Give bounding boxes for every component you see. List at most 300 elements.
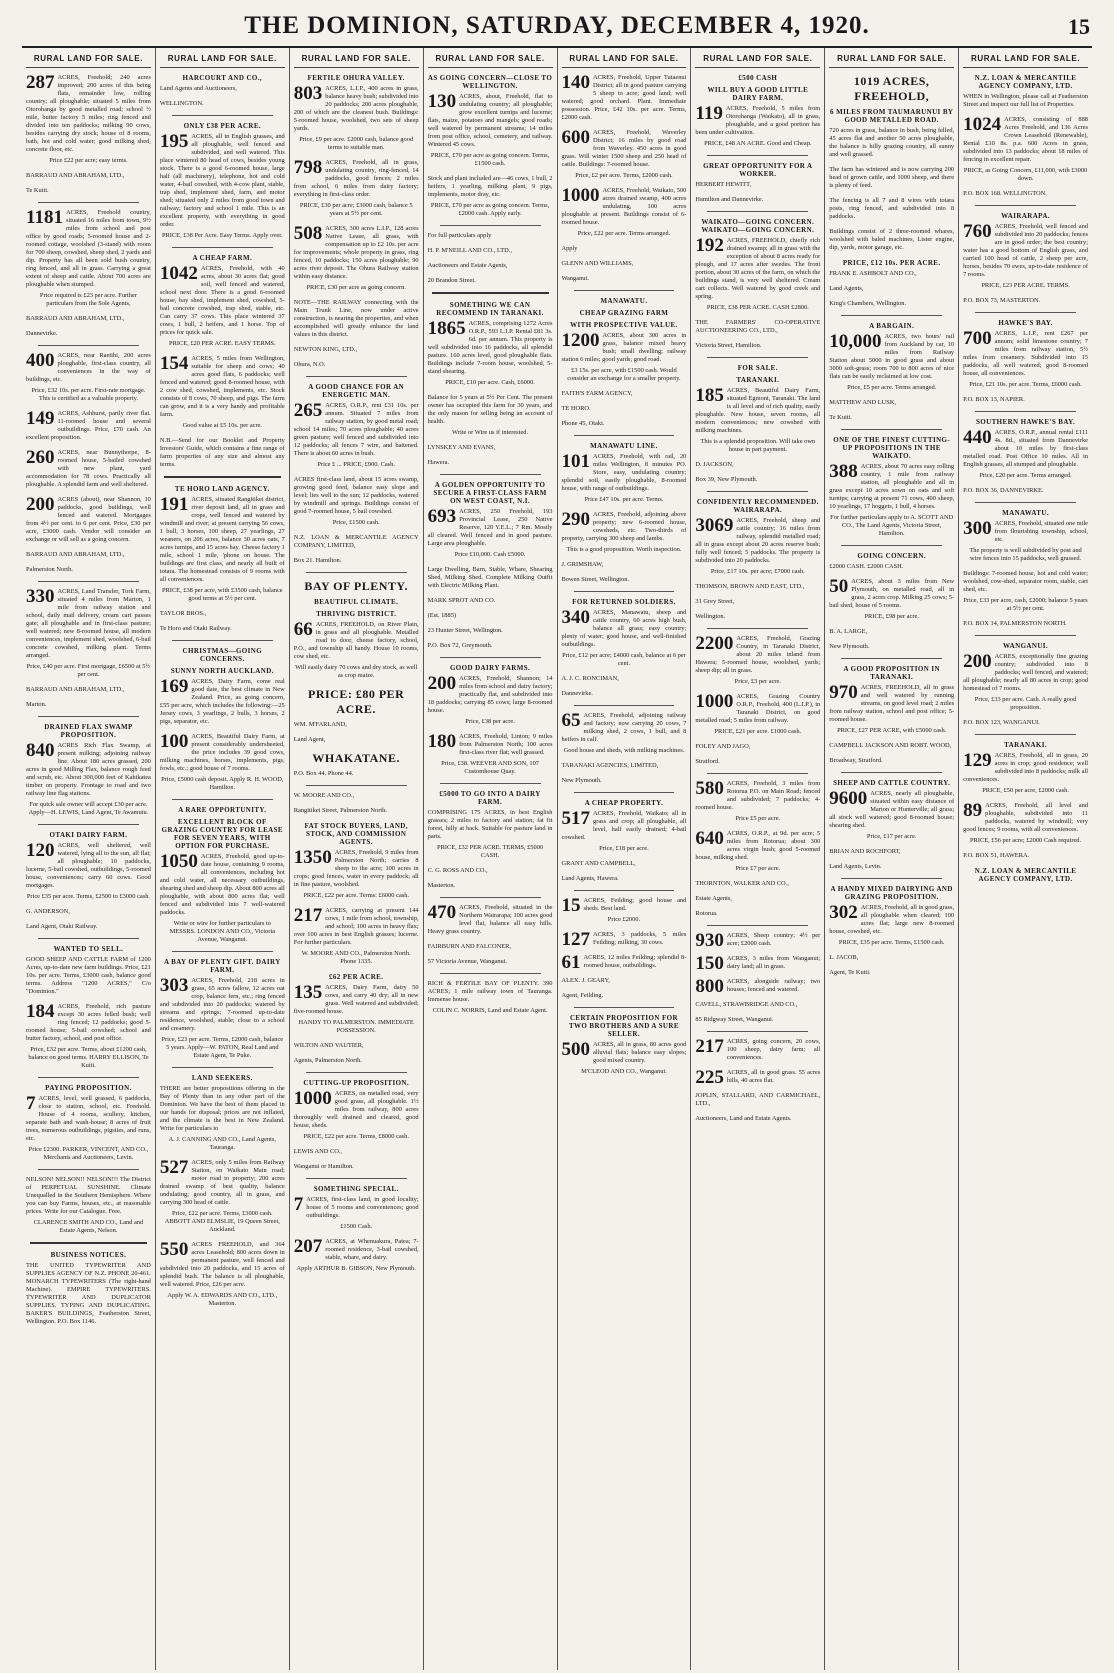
classified-ad — [160, 853, 285, 944]
classified-ad — [428, 508, 553, 559]
advertiser-line: LEWIS AND CO., — [293, 1148, 343, 1155]
classified-ad — [294, 299, 419, 339]
display-heading: 1019 ACRES, FREEHOLD, — [853, 74, 930, 103]
ad-body: ACRES, Freehold, 3 miles from Rotorua P.O. on Main Road; fenced and subdivided; 7 paddocks; 4-roomed house. — [695, 780, 821, 811]
classified-ad — [561, 952, 687, 973]
section-heading: HARCOURT AND CO., — [182, 74, 263, 82]
divider — [574, 705, 675, 706]
classified-ad — [294, 621, 419, 680]
ad-acreage: 7 — [26, 1093, 36, 1114]
advertiser-line: FAITH'S FARM AGENCY, — [561, 390, 633, 397]
classified-ad — [695, 517, 820, 576]
ad-acreage: 798 — [293, 157, 323, 178]
classified-ad — [428, 675, 553, 726]
advertiser-line: GRANT AND CAMPBELL, — [561, 860, 636, 867]
section-heading: SHEEP AND CATTLE COUNTRY. — [833, 779, 951, 787]
ad-acreage: 2200 — [695, 633, 734, 654]
divider — [574, 890, 675, 891]
ad-body: ACRES FREEHOLD, and 364 acres Leasehold; 800 acres down in permanent pasture, well fenced and subdivided into 20 paddocks, and 15 acres of splendid bush. The balance is all ploughable, well watered. Price, £26 per acre. — [159, 1241, 285, 1288]
section-heading: TARANAKI. — [736, 376, 780, 384]
ad-body: Buildings consist of 2 three-roomed whares, woolshed with baled machines, Lister engine, dip, yards, motor garage, etc. — [829, 228, 955, 251]
divider — [306, 1072, 407, 1073]
section-heading: PAYING PROPOSITION. — [45, 1084, 132, 1092]
ad-body: ACRES, exceptionally fine grazing country; subdivided into 8 paddocks; well fenced, and watered; all ploughable; nearly all 80 acres in crop; good homestead of 7 rooms. — [963, 653, 1088, 692]
advertiser-line: P.O. BOX 36, DANNEVIRKE. — [963, 487, 1044, 494]
ad-body: ACRES (about), near Shannon, 10 paddocks, good buildings, well fenced and watered. Mortgages from 4½ per cent. to 6 per cent. Price, £30 per acre, £3000 cash. Vendor will consider an exchange or will sell as a going concern. — [26, 496, 151, 543]
section-heading: N.Z. LOAN & MERCANTILE AGENCY COMPANY, LTD. — [974, 867, 1077, 883]
classified-ad — [963, 802, 1088, 845]
ad-acreage: 760 — [963, 221, 992, 242]
section-heading: £5000 TO GO INTO A DAIRY FARM. — [439, 790, 541, 806]
section-heading: FOR RETURNED SOLDIERS. — [572, 598, 676, 606]
advertiser-line: 20 Brandon Street. — [427, 277, 476, 284]
ad-price-line: Price, £9 per acre. £2000 cash, balance good terms to suitable man. — [299, 136, 414, 151]
advertiser-line: G. ANDERSON, — [26, 908, 70, 915]
classified-ad — [428, 320, 553, 387]
ad-price-line: Apply ARTHUR B. GIBSON, New Plymouth. — [296, 1265, 416, 1272]
classified-ad — [963, 116, 1088, 183]
page-number: 15 — [1068, 14, 1090, 39]
advertiser-line: Dannevirke. — [26, 330, 58, 337]
ad-acreage: 840 — [26, 740, 55, 761]
ad-body: ACRES, about 3 miles from New Plymouth, on metalled road, all in grass, 2 acres crop. Milking 25 cows; 5-bail shed, house of 5 rooms. — [829, 578, 955, 609]
divider — [707, 357, 808, 358]
ad-body: ACRES, Beautiful Dairy Farm, at present considerably undersheeted, the price includes 39 good cows, milking machines, horses, implements, pigs, fowls, etc.; good house of 7 rooms. — [159, 733, 285, 772]
ad-body: ACRES, Dairy Farm, dairy 50 cows, and carry 40 dry; all in new grass. Well watered and subdivided; five-roomed house. — [293, 984, 419, 1015]
ad-acreage: 1350 — [293, 847, 332, 868]
ad-acreage: 192 — [695, 235, 724, 256]
classified-ad — [26, 1262, 151, 1326]
ad-body: ACRES, Grazing Country O.R.P., Freehold, 400 (L.I.P.), in Taranaki District, on good metalled road; 5 miles from railway. — [695, 693, 821, 724]
advertiser-line: THOMSON, BROWN AND EAST, LTD., — [695, 583, 805, 590]
ad-body: ACRES, Freehold, sheep and cattle country; 16 miles from railway, splendid metalled road; all in grass except about 20 acres reserve bush; fully well fenced; 5 paddocks. The property is subdivided into 20 paddocks. — [695, 517, 821, 564]
ad-acreage: 527 — [159, 1157, 189, 1178]
ad-acreage: 303 — [159, 975, 189, 996]
classified-ad — [829, 127, 954, 159]
section-heading: CHRISTMAS—GOING CONCERNS. — [182, 647, 263, 663]
ad-price-line: Price £2000. — [607, 916, 641, 923]
classified-ad — [428, 93, 553, 168]
ad-body: ACRES, Ashhurst, partly river flat. 11-roomed house and several outbuildings. Price, £70 cash. An excellent proposition. — [26, 410, 151, 441]
classified-ad — [294, 85, 419, 152]
advertiser-line: HERBERT HEWITT, — [695, 181, 752, 188]
ad-body: ACRES, 250 Freehold, 193 Provincial Lease, 250 Native Reserve, 120 Y.E.L.; 7 Rm. Mostly all cleared. Well fenced and in good pasture. Large area ploughable. — [427, 508, 553, 547]
section-heading: DRAINED FLAX SWAMP PROPOSITION. — [44, 723, 133, 739]
ad-body: ACRES, Freehold, adjoining above property; new 6-roomed house, cowsheds, etc. Two-thirds of property, carrying 300 sheep and lambs. — [561, 511, 687, 542]
advertiser-line: GLENN AND WILLIAMS, — [561, 260, 634, 267]
ad-acreage: 150 — [695, 953, 724, 974]
classified-ad — [294, 1238, 419, 1273]
section-heading: A CHEAP FARM. — [192, 254, 253, 262]
ad-price-line: Apply W. A. EDWARDS AND CO., LTD., Masterton. — [167, 1292, 278, 1307]
ad-acreage: 500 — [561, 1039, 590, 1060]
classified-ad — [160, 437, 285, 469]
ad-price-line: HANDY TO PALMERSTON. IMMEDIATE POSSESSION. — [298, 1019, 414, 1034]
ad-body: COMPRISING 175 ACRES, in best English grasses; 2 miles to factory and station; fat fit forest, hilly at back. Suitable for pasture land in parts. — [427, 809, 553, 840]
ad-price-line: Write or wire for further particulars to MESSRS. LONDON AND CO., Victoria Avenue, Wanganui. — [169, 920, 276, 943]
advertiser-line: Victoria Street, Hamilton. — [695, 342, 762, 349]
ad-acreage: 1200 — [561, 330, 600, 351]
advertiser-line: NEWTON KING, LTD., — [293, 346, 358, 353]
classified-ad — [160, 1241, 285, 1308]
ad-body: ACRES, well sheltered, well watered, lying all to the sun, all flat; all ploughable; 10 paddocks, lucerne, 5-bail cowshed, outbuildings, 5-roomed house, conveniences; carry 60 cows. Good mortgages. — [26, 842, 151, 889]
divider — [440, 474, 541, 475]
divider — [38, 581, 139, 582]
section-heading: MANAWATU. — [600, 297, 648, 305]
advertiser-line: BARRAUD AND ABRAHAM, LTD., — [26, 686, 125, 693]
classified-ad — [695, 635, 820, 686]
advertiser-line: P.O. Box 72, Greymouth. — [427, 642, 493, 649]
ad-acreage: 600 — [561, 127, 590, 148]
ad-price-line: Price, £23 per acre. Terms, £2000 cash, balance 5 years. Apply—W. PATON, Real Land and Estate Agent, Te Puke. — [161, 1036, 284, 1059]
advertiser-line: THORNTON, WALKER AND CO., — [695, 880, 789, 887]
advertiser-line: THE FARMERS' CO-OPERATIVE AUCTIONEERING CO., LTD., — [695, 319, 821, 334]
ad-price-line: Price £5 per acre. — [735, 815, 781, 822]
divider — [574, 435, 675, 436]
classified-ad — [160, 1085, 285, 1152]
ad-body: ACRES, L.I.P., 400 acres in grass, balance heavy bush; subdivided into 20 paddocks; 200 acres ploughable, 200 of which are the cleanest bush. Buildings: 5-roomed house, woolshed, two sets of sheep yards. — [293, 85, 419, 132]
advertiser-line: P.O. BOX 13, NAPIER. — [963, 396, 1025, 403]
classified-ad — [26, 1176, 151, 1235]
classified-ad — [294, 402, 419, 469]
ad-body: ACRES, Freehold; 240 acres improved; 200 acres of this being flats, remainder low, rolling country; all ploughable; situated 5 miles from Otorohanga by good metalled road; school ½ mile, butter factory 5 miles; ring fenced and divided into ten paddocks; milking 90 cows, besides carrying dry stock; house of 8 rooms, bath, hot and cold water; good milking shed, concrete floor, etc. — [26, 74, 151, 153]
ad-body: N.B.—Send for our Booklet and Property Investors' Guide, which contains a fine range of farm properties of any size and almost any terms. — [159, 437, 285, 468]
advertiser-line: Auctioneers, Land and Estate Agents. — [695, 1115, 792, 1122]
ad-body: ACRES, Freehold, all in grass, undulating country, ring-fenced, 14 paddocks, good fences; 2 miles from school, 6 miles from dairy factory; everything in first-class order. — [293, 159, 419, 198]
ad-price-line: Price, £40 per acre. First mortgage, £6500 at 5½ per cent. — [26, 663, 151, 678]
ad-acreage: 140 — [561, 72, 590, 93]
advertiser-line: Dannevirke. — [561, 690, 593, 697]
classified-ad — [963, 570, 1088, 613]
section-heading: SOUTHERN HAWKE'S BAY. — [976, 418, 1076, 426]
advertiser-line: BARRAUD AND ABRAHAM, LTD., — [26, 172, 125, 179]
classified-ad — [26, 496, 151, 544]
advertiser-line: Te Kuiti. — [829, 414, 852, 421]
ad-acreage: 550 — [159, 1239, 189, 1260]
ad-acreage: 388 — [829, 461, 858, 482]
classified-ad — [963, 223, 1088, 290]
ad-body: ACRES, Freehold, situated one mile from flourishing township, school, etc. — [994, 520, 1088, 543]
ad-acreage: 89 — [963, 800, 983, 821]
ad-acreage: 135 — [293, 982, 323, 1003]
masthead — [22, 0, 1092, 48]
ad-price-line: Price £47 10s. per acre. Terms. — [584, 496, 664, 503]
ad-body: ACRES, Feilding; good house and sheds. Best land. — [583, 897, 687, 912]
column-5 — [558, 48, 692, 1670]
ad-acreage: 517 — [561, 808, 590, 829]
classified-ad — [695, 953, 821, 974]
advertiser-line: MARK SPROT AND CO. — [427, 597, 496, 604]
divider — [707, 1031, 808, 1032]
advertiser-line: Te Horo and Otaki Railway. — [159, 625, 232, 632]
classified-ad — [294, 984, 419, 1035]
ad-body: ACRES, near Raetihi, 200 acres ploughable, first-class country, all conveniences in the way of buildings, etc. — [26, 352, 151, 383]
ad-acreage: 180 — [427, 731, 457, 752]
ad-acreage: 66 — [293, 619, 313, 640]
column-8 — [959, 48, 1092, 1670]
classified-ad — [294, 225, 419, 292]
advertiser-line: Marton. — [26, 701, 47, 708]
classified-ad — [26, 410, 151, 442]
ad-price-line: Price, £18 per acre. — [599, 845, 649, 852]
advertiser-line: Rangitikei Street, Palmerston North. — [293, 807, 387, 814]
ad-acreage: 300 — [963, 518, 992, 539]
section-heading: A BAY OF PLENTY GIFT. DAIRY FARM. — [163, 958, 281, 974]
section-heading: WAIRARAPA. — [1001, 212, 1050, 220]
ad-price-line: PRICE, £23 PER ACRE. TERMS. — [981, 282, 1070, 289]
ad-acreage: 970 — [829, 682, 858, 703]
section-heading: £62 PER ACRE. — [328, 973, 384, 981]
ad-acreage: 1000 — [561, 185, 600, 206]
ad-body: ACRES, only 5 miles from Railway Station, on Waikato Main road; motor road to property; 200 acres drained swamp of best quality, balance undulating; good country, all in grass, and carrying 300 head of cattle. — [159, 1159, 285, 1206]
advertiser-line: BRIAN AND ROCHFORT, — [829, 848, 901, 855]
section-heading: SUNNY NORTH AUCKLAND. — [170, 667, 274, 675]
section-heading: TARANAKI. — [1004, 741, 1048, 749]
advertiser-line: CAVELL, STRAWBRIDGE AND CO., — [695, 1001, 798, 1008]
ad-price-line: £3 15s. per acre, with £1500 cash. Would consider an exchange for a smaller property. — [567, 367, 681, 382]
classified-ad — [294, 849, 419, 900]
divider — [707, 155, 808, 156]
ad-body: ACRES, first-class land, in good locality; house of 5 rooms and conveniences; good outbuildings. — [306, 1196, 419, 1219]
classified-ad — [160, 265, 285, 348]
divider — [38, 202, 139, 203]
ad-body: ACRES, 5 miles from Wellington, suitable for sheep and cows; 40 acres good flats, 6 paddocks; well fenced and watered; good 8-roomed house, with 2 cow shed, cowshed, implements, etc. Stock consists of 8 cows, 70 sheep, and pigs. The farm can grow, and it is a very handy and profitable farm. — [159, 355, 285, 418]
ad-acreage: 185 — [695, 385, 724, 406]
ad-body: NELSON! NELSON!! NELSON!!! The District of PERPETUAL SUNSHINE. Climate Unequalled in the Southern Hemisphere. Where you can buy Farms, houses, etc., at reasonable prices. Write for our Catalogue. Free. — [26, 1176, 151, 1215]
ad-acreage: 400 — [26, 350, 55, 371]
ad-price-line: Price £22 per acre; easy terms. — [49, 157, 128, 164]
advertiser-line: P.O. BOX 123, WANGANUI. — [963, 719, 1040, 726]
ad-price-line: Price, £38. WEEVER AND SON, 107 Customhouse Quay. — [441, 760, 539, 775]
ad-acreage: 200 — [26, 494, 55, 515]
divider — [164, 476, 281, 478]
advertiser-line: Stratford. — [695, 758, 720, 765]
ad-body: ACRES, Freehold, with rail, 20 miles Wellington, 8 minutes PO. Store, easy, undulating country; splendid soil, easily ploughable, 8-roomed house, with range of outbuildings. — [561, 453, 687, 492]
ad-price-line: PRICE, £22 per acre. Terms: £6000 cash. — [303, 892, 410, 899]
ad-acreage: 169 — [159, 676, 189, 697]
classified-ad — [160, 496, 285, 603]
advertiser-line: J. GRIMSHAW, — [561, 561, 604, 568]
ad-price-line: Price required is £23 per acre. Further particulars from the Sole Agents, — [39, 292, 137, 307]
ad-price-line: PRICE, £70 per acre as going concern. Terms, £2000 cash. Apply early. — [430, 202, 550, 217]
divider — [841, 545, 942, 546]
classified-ad — [160, 1159, 285, 1234]
advertiser-line: Broadway, Stratford. — [829, 757, 883, 764]
display-heading: PRICE: £80 PER ACRE. — [308, 687, 405, 716]
section-heading: WANTED TO SELL. — [53, 945, 124, 953]
ad-price-line: This is a splendid proposition. Will take own house in part payment. — [700, 438, 816, 453]
ad-body: The farm has wintered and is now carrying 200 head of grown cattle, and 1000 sheep, and there is plenty of feed. — [829, 166, 955, 189]
ad-body: ACRES, alongside railway; two houses; fenced and watered. — [726, 978, 821, 993]
section-heading: A CHEAP PROPERTY. — [584, 799, 664, 807]
ad-acreage: 101 — [561, 451, 590, 472]
divider — [574, 290, 675, 291]
ad-body: ACRES, consisting of 888 Acres Freehold, and 136 Acres Crown Leasehold (Renewable), Rental £10 8s. p.a. 600 Acres in grass, subdivided into 13 paddocks; about 18 miles of fencing in excellent repair. — [963, 116, 1088, 163]
ad-body: ACRES, Freehold, rich pasture except 30 acres felled bush; well ring fenced; 12 paddocks; good 5-roomed house; 5-bail cowshed; school and butter factory, school, and post office. — [26, 1003, 151, 1042]
ad-body: THERE are better propositions offering in the Bay of Plenty than in any other part of the Dominion. We have the best of them placed in our hands for disposal; prices are not inflated, and the climate is the best in New Zealand. Write for particulars to — [159, 1085, 285, 1132]
divider — [975, 205, 1076, 206]
advertiser-line: B. A. LARGE, — [829, 628, 868, 635]
section-heading: ONE OF THE FINEST CUTTING-UP PROPOSITIONS IN THE WAIKATO. — [833, 436, 951, 460]
section-heading: PRICE, £12 10s. PER ACRE. — [842, 259, 941, 267]
classified-ad — [428, 733, 553, 776]
ad-price-line: PRICE, £30 per acre as going concern. — [306, 284, 406, 291]
advertiser-line: P.O. BOX 51, HAWERA. — [963, 852, 1030, 859]
ad-body: ACRES, Beautiful Dairy Farm, situated Egmont, Taranaki. The land is all level and of rich quality, easily ploughable. New house, seven rooms, all modern conveniences; new cowshed with milking machines. — [695, 387, 821, 434]
classified-ad — [562, 1041, 687, 1076]
ad-body: ACRES, carrying at present 144 cows, 1 mile from school, township, and school; 100 acres in heavy flax; over 100 acres in best English grasses; lucerne. For further particulars. — [293, 907, 419, 946]
ad-body: ACRES, Freehold, situated in the Northern Wairarapa; 100 acres good level flat, balance all easy hills. Heavy grass country. — [427, 904, 553, 935]
ad-body: ACRES, nearly all ploughable, situated within easy distance of Marton or Hunterville; all grass; all stock well watered; good 8-roomed house; shearing shed. — [829, 790, 955, 829]
section-heading: FERTILE OHURA VALLEY. — [307, 74, 405, 82]
ad-price-line: Price, £32 10s. per acre. First-rate mortgage. This is certified as a valuable property. — [31, 387, 146, 402]
section-heading: FOR SALE. — [737, 364, 778, 372]
ad-price-line: Price, £32 per acre. Terms, about £1200 cash, balance on good terms. HARRY ELLISON, Te Kuiti. — [28, 1046, 149, 1069]
section-heading: WILL BUY A GOOD LITTLE DAIRY FARM. — [707, 86, 809, 102]
ad-acreage: 184 — [26, 1001, 55, 1022]
display-heading: WHAKATANE. — [312, 751, 400, 765]
classified-ad — [963, 752, 1088, 795]
ad-body: ACRES, Manawatu, sheep and cattle country, 60 acres high bush, balance all grass; easy country; plenty of water; good house, and well-finished outbuildings. — [561, 609, 687, 648]
ad-acreage: 1000 — [293, 1088, 332, 1109]
divider — [440, 897, 541, 898]
ad-price-line: Price, £33 per acre, cash, £2000; balance 5 years at 5½ per cent. — [963, 597, 1088, 612]
ad-body: ACRES, Freehold, Grazing Country, in Taranaki District, about 20 miles inland from Hawera; 5-roomed house, woolshed, yards; sheep dip; all in grass. — [695, 635, 821, 674]
ad-body: ACRES, situated Rangitikei district, river deposit land, all in grass and crops, well fenced and watered by windmill and river; at present carrying 56 cows, 1 bull, 3 horses, 100 sheep, 27 yearlings, 27 weaners, on 206 acres, balance 30 acres oats, 7 acres turnips, and 15 acres hay. Cheese factory 1 mile, school 1 mile, 'phone on house. The buildings are first class, and nearly all built of totara. The homestead consists of 9 rooms with all conveniences. — [159, 496, 285, 583]
ad-price-line: PRICE, £98 per acre. — [864, 613, 919, 620]
ad-body: ACRES, Freehold, with 40 acres, about 30 acres flat; good soil, well fenced and watered, school next door. There is a good 6-roomed house, bay shed, implement shed, cowshed, 5-bail concrete cowshed, trap shed, stable, etc. Can carry 37 cows. This place wintered 37 cows, 1 bull, 2 heifers, and 1 horse. Top of prices for quick sale. — [159, 265, 285, 336]
column-6 — [691, 48, 825, 1670]
classified-ad — [695, 693, 820, 736]
ad-price-line: CLARENCE SMITH AND CO., Land and Estate Agents, Nelson. — [33, 1219, 144, 1234]
divider — [440, 657, 541, 658]
ad-acreage: 330 — [26, 586, 55, 607]
advertiser-line: Palmerston North. — [26, 566, 73, 573]
ad-price-line: Price, £21 10s. per acre. Terms, £6000 cash. — [969, 381, 1082, 388]
divider — [172, 247, 273, 248]
ad-price-line: The property is well subdivided by post and wire fences into 15 paddocks, well grassed. — [969, 547, 1082, 562]
advertiser-line: Te Kuiti. — [26, 187, 49, 194]
ad-price-line: PRICE, £20 PER ACRE. EASY TERMS. — [169, 340, 276, 347]
classified-ad — [829, 684, 954, 735]
ad-body: ACRES, about, Freehold, flat to undulating country; all ploughable; grow excellent turnips and lucerne; flats, maize, potatoes and mangels; good roads; well watered by permanent streams; 14 miles from post office, school, cemetery, and railway. Wintered 45 cows. — [427, 93, 553, 148]
display-heading: BAY OF PLENTY. — [304, 579, 408, 593]
ad-price-line: Price £ ... PRICE, £900. Cash. — [317, 461, 395, 468]
classified-ad — [829, 228, 954, 252]
ad-price-line: Price, £22 per acre. Terms arranged. — [577, 230, 671, 237]
advertiser-line: FAIRBURN AND FALCONER, — [427, 943, 512, 950]
advertiser-line: W. MOORE AND CO., — [293, 792, 355, 799]
ad-body: ACRES, all in English grasses, and all ploughable, well fenced and subdivided, and well watered. This place wintered 80 head of cows, besides young stock. There is a good 6-roomed house, large half (all machinery), telephone, hot and cold water, 4-bail cowshed, with 4-cow plant, stable, trap shed, implement shed, farm, and motor shed; situated only 2 miles from good town and railway; factory and school 1 mile. This is an excellent property, with everything in good order. — [159, 133, 285, 228]
section-heading: THRIVING DISTRICT. — [316, 610, 397, 618]
classified-ad — [294, 1196, 419, 1231]
ad-body: ACRES, about 70 acres easy rolling country, 1 mile from railway station, all ploughable and all in grass except 10 acres sown on oats and soft turnips; carrying at present 71 cows, 400 sheep, 10 yearlings, 17 hoggets, 1 bull, 4 horses. — [829, 463, 955, 510]
divider — [841, 315, 942, 316]
classified-ad — [562, 712, 687, 755]
ad-acreage: 191 — [159, 494, 189, 515]
ad-price-line: Price £10,000. Cash £5000. — [454, 551, 526, 558]
column-3 — [290, 48, 424, 1670]
ad-body: ACRES, Freehold, Waverley District; 16 miles by good road from Waverley. 450 acres in good grass. Will winter 1500 sheep and 250 head of cattle. Buildings: 7-roomed house. — [561, 129, 687, 168]
divider — [38, 938, 139, 939]
ad-body: Balance for 5 years at 5½ Per Cent. The present owner has occupied this farm for 30 years, and the only reason for selling being an account of health. — [427, 394, 553, 425]
ad-acreage: 508 — [293, 223, 323, 244]
divider — [707, 491, 808, 492]
ad-body: ACRES, Freehold, all in grass, 20 acres in crop; good residence; well subdivided into 8 paddocks; milk all conveniences. — [963, 752, 1088, 783]
ad-body: ACRES, Freehold, Waikato; all in grass and crop; all ploughable, all level, half easily drained; 4-bail cowshed. — [561, 810, 687, 841]
classified-ad — [26, 956, 151, 996]
ad-acreage: 800 — [695, 976, 724, 997]
ad-acreage: 580 — [695, 778, 724, 799]
masthead-title: THE DOMINION, SATURDAY, DECEMBER 4, 1920. — [244, 12, 870, 39]
advertiser-line: Land Agents, Levin. — [829, 863, 882, 870]
section-heading: FAT STOCK BUYERS, LAND, STOCK, AND COMMISSION AGENTS. — [304, 822, 408, 846]
ad-acreage: 119 — [695, 103, 723, 124]
classified-ad — [562, 187, 687, 238]
advertiser-line: P.O. BOX 73, MASTERTON. — [963, 297, 1041, 304]
column-header: RURAL LAND FOR SALE. — [160, 48, 285, 68]
ad-acreage: 1865 — [427, 318, 466, 339]
section-heading: GOING CONCERN. — [857, 552, 926, 560]
divider — [707, 925, 808, 926]
section-heading: 6 MILES FROM TAUMARUNUI BY GOOD METALLED ROAD. — [830, 108, 954, 124]
ad-body: ACRES, Freehold, Linton; 9 miles from Palmerston North; 100 acres first-class river flat; well grassed. — [459, 733, 553, 756]
advertiser-line: Land Agents and Auctioneers, — [159, 85, 237, 92]
ad-body: Buildings: 7-roomed house, hot and cold water; woolshed, cow-shed, separator room, stable, cart shed, etc. — [963, 570, 1088, 593]
advertiser-line: N.Z. LOAN & MERCANTILE AGENCY COMPANY, LIMITED, — [293, 534, 419, 549]
advertiser-line: WELLINGTON. — [159, 100, 204, 107]
classified-ad — [963, 520, 1088, 563]
divider — [38, 345, 139, 346]
advertiser-line: JOPLIN, STALLARD, AND CARMICHAEL, LTD., — [695, 1092, 821, 1107]
advertiser-line: BARRAUD AND ABRAHAM, LTD., — [26, 315, 125, 322]
ad-body: Large Dwelling, Barn, Stable, Whare, Shearing Shed, Milking Shed. Complete Milking Outfit with Electric Milking Plant. — [427, 566, 553, 589]
ad-price-line: Price, £33 per acre. Cash. A really good proposition. — [974, 696, 1077, 711]
ad-price-line: PRICE, £38 Per Acre. Easy Terms. Apply over. — [161, 232, 283, 239]
ad-price-line: PRICE, £32 PER ACRE. TERMS, £5000 CASH. — [437, 844, 544, 859]
section-heading: N.Z. LOAN & MERCANTILE AGENCY COMPANY, LTD. — [974, 74, 1077, 90]
classified-ad — [829, 333, 954, 392]
classified-ad — [428, 175, 553, 218]
section-heading: SOMETHING WE CAN RECOMMEND IN TARANAKI. — [436, 301, 544, 317]
divider — [440, 973, 541, 974]
divider — [707, 628, 808, 629]
section-heading: A BARGAIN. — [869, 322, 915, 330]
ad-body: ACRES, O.R.P., rent £31 10s. per annum. Situated 7 miles from railway station, by good metal road; school 14 miles; 70 acres ploughable; 40 acres green pasture; well fenced and subdivided into 12 paddocks; all fences 7 wire, and battened. There is about 60 acres in bush. — [293, 402, 419, 457]
ad-price-line: Write or Wire us if interested. — [452, 429, 529, 436]
divider — [306, 572, 407, 573]
ad-body: ACRES, Freehold, Upper Tutaenui District; all in good pasture carrying 5 sheep to acre; good land; well watered; good orchard. Plant. Immediate possession. Price, £42 10s. per acre. Terms, £2000 cash. — [561, 74, 687, 121]
advertiser-line: P.O. Box 44. Phone 44. — [293, 770, 354, 777]
ad-acreage: 15 — [561, 895, 581, 916]
classified-ad — [160, 977, 285, 1060]
classified-ad — [26, 449, 151, 489]
ad-price-line: M'CLEOD AND CO., Wanganui. — [581, 1068, 667, 1075]
ad-acreage: 225 — [695, 1067, 724, 1088]
divider — [841, 772, 942, 773]
ad-acreage: 265 — [293, 400, 323, 421]
ad-body: ACRES, 300 acres L.I.P., 128 acres Native Lease, all grass, with compensation up to £2 10s. per acre for improvements; whole property in grass, ring fenced, 10 paddocks; 150 acres ploughable; 90 acres river deposit. The Ohura Railway station within easy distance. — [293, 225, 419, 280]
ad-acreage: 217 — [293, 905, 323, 926]
ad-acreage: 260 — [26, 447, 55, 468]
section-heading: OTAKI DAIRY FARM. — [49, 831, 128, 839]
ad-price-line: PRICE, £27 PER ACRE, with £5000 cash. — [837, 727, 947, 734]
ad-price-line: Price, £12 per acre; £4000 cash, balance at 6 per cent. — [562, 652, 686, 667]
classified-ad — [26, 352, 151, 403]
classified-ad — [829, 904, 954, 947]
classified-ad — [160, 355, 285, 430]
advertiser-line: Land Agents, Hawera. — [561, 875, 619, 882]
